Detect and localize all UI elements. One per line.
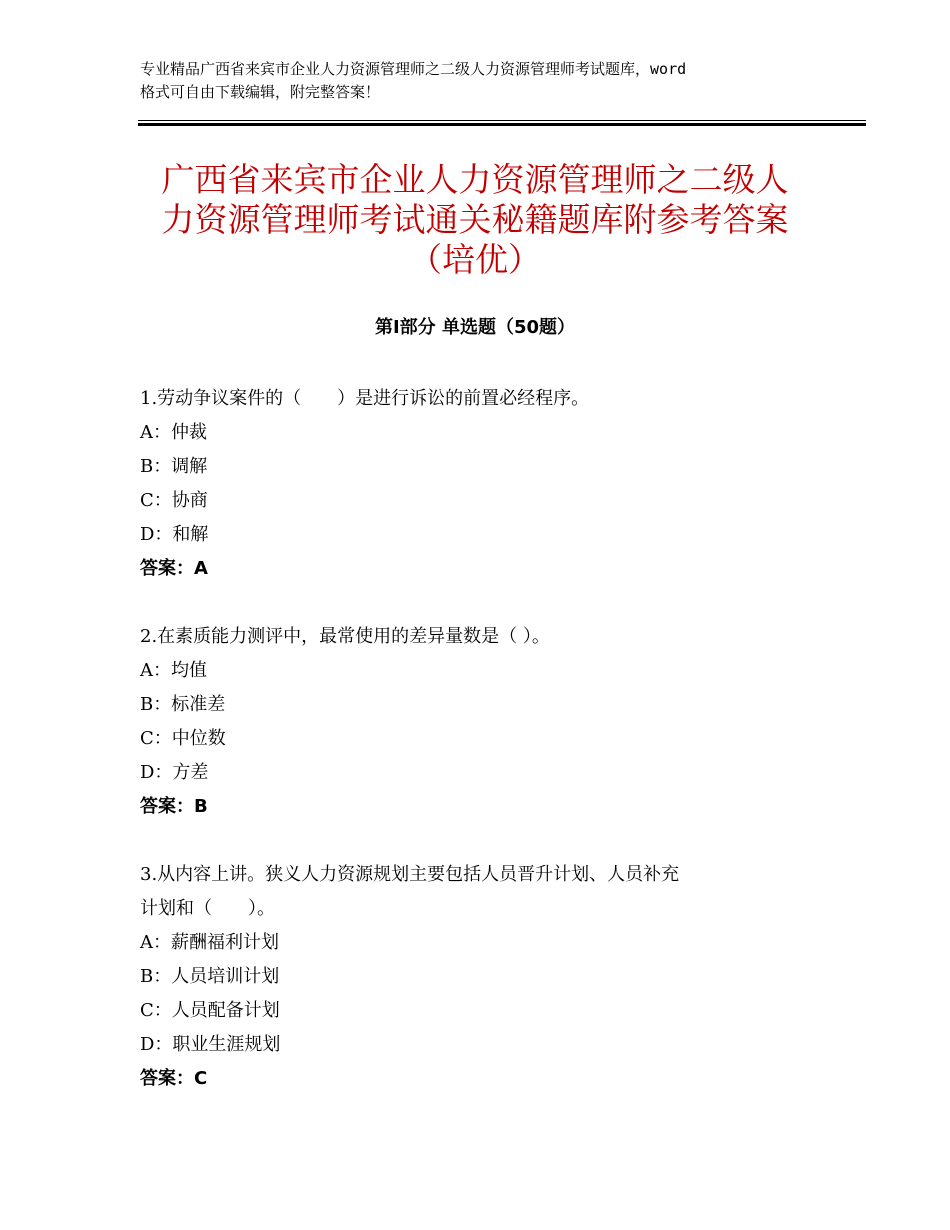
header-note-line-1: 专业精品广西省来宾市企业人力资源管理师之二级人力资源管理师考试题库，word: [140, 60, 687, 78]
document-title-line-2: 力资源管理师考试通关秘籍题库附参考答案: [161, 200, 789, 239]
option-c: C：协商: [140, 490, 208, 511]
question-item: [140, 858, 820, 1096]
question-stem: 1.劳动争议案件的（ ）是进行诉讼的前置必经程序。: [140, 388, 590, 409]
document-title-line-3: （培优）: [409, 240, 541, 279]
option-b: B：调解: [140, 456, 208, 477]
question-list: [140, 382, 820, 1130]
option-b: B：人员培训计划: [140, 966, 280, 987]
option-c: C：中位数: [140, 728, 226, 749]
document-title: [100, 160, 850, 280]
option-c: C：人员配备计划: [140, 1000, 280, 1021]
question-stem-line-2: 计划和（ ）。: [140, 898, 275, 919]
answer-line: 答案：A: [140, 558, 208, 579]
answer-line: 答案：B: [140, 796, 208, 817]
option-a: A：均值: [140, 660, 207, 681]
question-item: [140, 620, 820, 824]
document-title-line-1: 广西省来宾市企业人力资源管理师之二级人: [161, 160, 789, 199]
question-stem-line-1: 3.从内容上讲。狭义人力资源规划主要包括人员晋升计划、人员补充: [140, 864, 680, 885]
section-title: 第Ⅰ部分 单选题（50题）: [374, 317, 575, 338]
option-d: D：和解: [140, 524, 209, 545]
option-a: A：薪酬福利计划: [140, 932, 279, 953]
question-item: [140, 382, 820, 586]
header-divider: [138, 120, 866, 126]
option-d: D：方差: [140, 762, 209, 783]
answer-line: 答案：C: [140, 1068, 208, 1089]
question-stem: 2.在素质能力测评中，最常使用的差异量数是（ ）。: [140, 626, 550, 647]
option-d: D：职业生涯规划: [140, 1034, 281, 1055]
option-b: B：标准差: [140, 694, 226, 715]
option-a: A：仲裁: [140, 422, 207, 443]
header-note-line-2: 格式可自由下载编辑，附完整答案！: [140, 83, 381, 101]
header-note: [140, 58, 830, 104]
header-divider-thin-line: [138, 120, 866, 121]
header-divider-thick-line: [138, 123, 866, 126]
